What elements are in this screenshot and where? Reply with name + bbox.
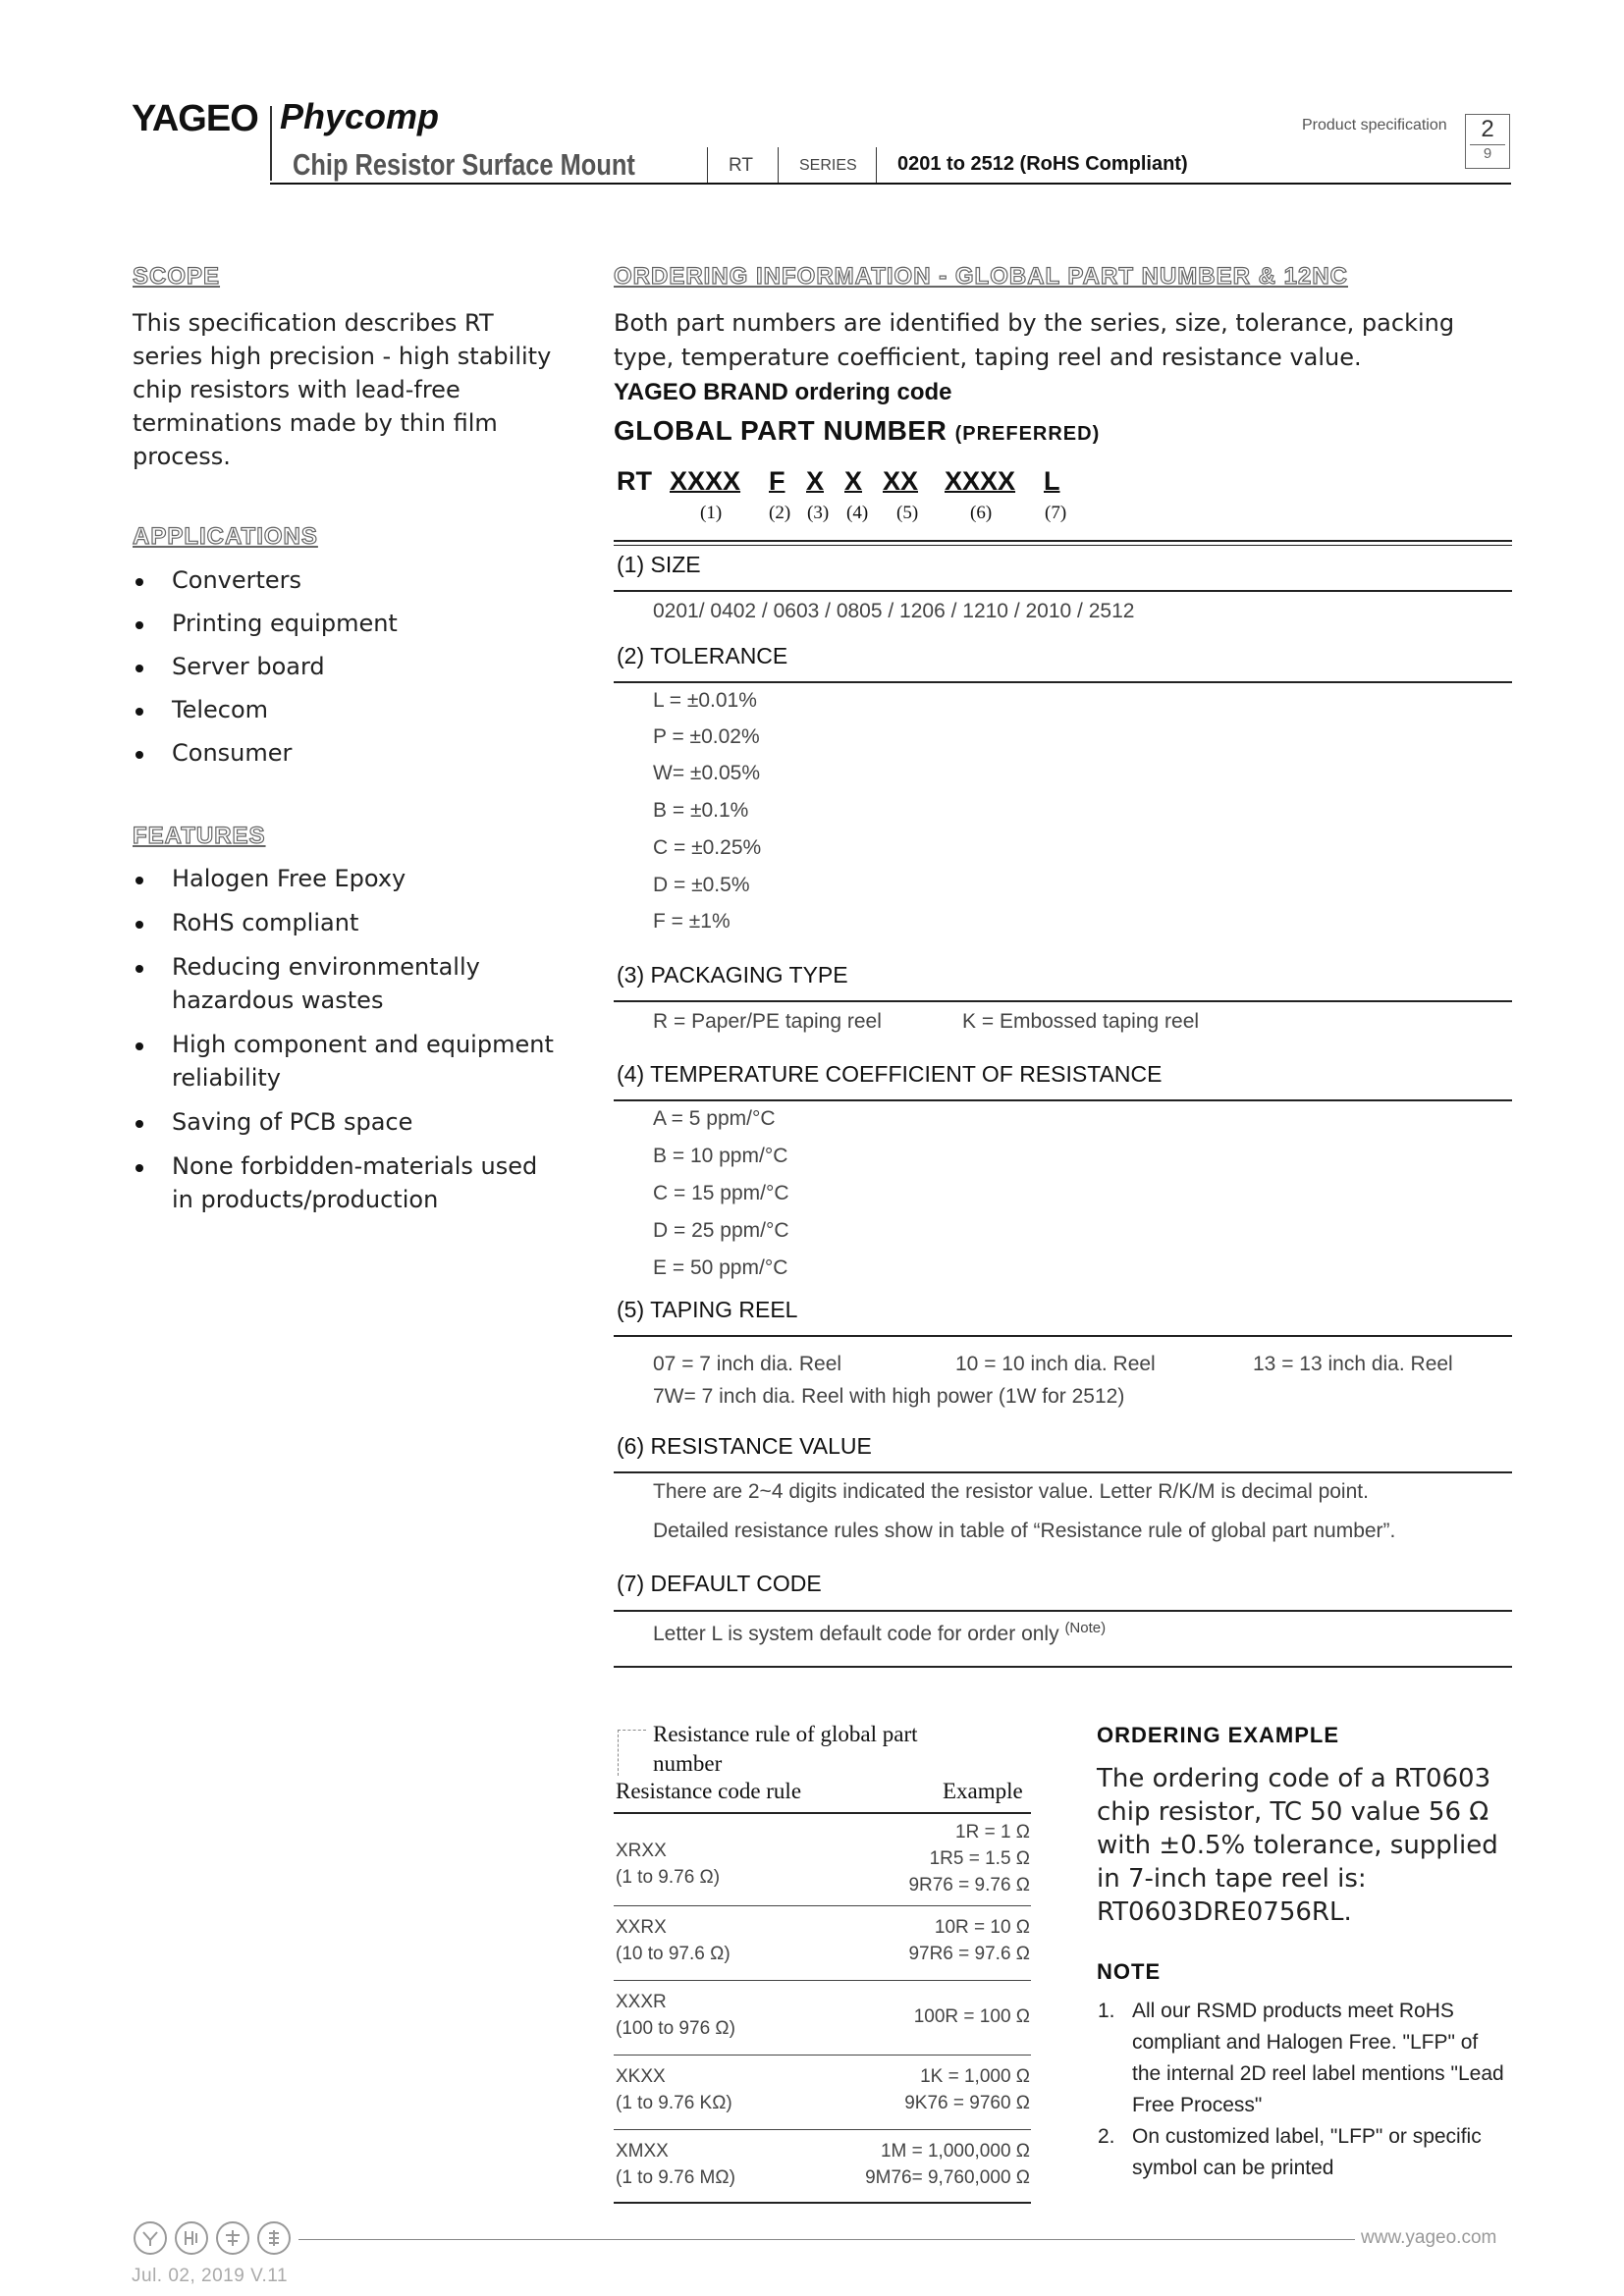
- code-index: (6): [970, 503, 993, 523]
- code-index: (1): [700, 503, 723, 523]
- table-cell-example: 1R5 = 1.5 Ω: [929, 1848, 1030, 1869]
- resistance-table-title: Resistance rule of global part number: [653, 1722, 918, 1776]
- table-row-divider: [614, 2129, 1031, 2130]
- code-index: (7): [1045, 503, 1067, 523]
- list-item: Printing equipment: [133, 607, 565, 640]
- divider: [614, 681, 1512, 683]
- scope-heading: SCOPE: [133, 263, 221, 290]
- page-total: 9: [1483, 145, 1492, 162]
- table-row-divider: [614, 1980, 1031, 1981]
- header-divider: [876, 147, 877, 183]
- divider: [614, 1471, 1512, 1473]
- divider: [614, 590, 1512, 592]
- global-part-number-title: [614, 415, 1100, 447]
- table-cell-example: 9M76= 9,760,000 Ω: [865, 2167, 1030, 2188]
- page-indicator: [1465, 114, 1510, 169]
- size-values: 0201/ 0402 / 0603 / 0805 / 1206 / 1210 / 2010 / 2512: [653, 600, 1135, 622]
- page-number: 2: [1481, 116, 1494, 142]
- reel-10: 10 = 10 inch dia. Reel: [955, 1353, 1156, 1375]
- scope-text: This specification describes RT series high precision - high stability chip resistors with lead-free terminations made by thin film process.: [133, 309, 552, 470]
- list-item: Halogen Free Epoxy: [133, 862, 555, 895]
- halogen-free-icon: [175, 2221, 208, 2255]
- note-item: [1090, 1996, 1512, 2121]
- code-segment: X: [844, 466, 863, 496]
- packaging-r: R = Paper/PE taping reel: [653, 1010, 882, 1033]
- resistance-heading: (6) RESISTANCE VALUE: [617, 1433, 872, 1459]
- brand-code-label: YAGEO BRAND ordering code: [614, 379, 952, 405]
- footer-rule: [298, 2239, 1355, 2240]
- reel-7w: 7W= 7 inch dia. Reel with high power (1W for 2512): [653, 1385, 1125, 1408]
- yageo-logo: YAGEO: [132, 98, 258, 139]
- table-cell-code: XXXR: [616, 1992, 667, 2012]
- divider: [614, 1335, 1512, 1337]
- features-heading: FEATURES: [133, 823, 266, 849]
- reel-13: 13 = 13 inch dia. Reel: [1253, 1353, 1453, 1375]
- column-header-example: Example: [943, 1779, 1023, 1803]
- default-code-text: [653, 1620, 1106, 1646]
- table-cell-example: 100R = 100 Ω: [913, 2006, 1030, 2027]
- tolerance-value: L = ±0.01%: [653, 689, 757, 712]
- series-label: SERIES: [799, 157, 857, 174]
- phycomp-logo: Phycomp: [280, 96, 440, 136]
- list-item: High component and equipment reliability: [133, 1028, 555, 1095]
- header-rule: [270, 183, 1511, 185]
- list-item: Saving of PCB space: [133, 1105, 555, 1139]
- tcr-value: D = 25 ppm/°C: [653, 1219, 789, 1242]
- document-title: Chip Resistor Surface Mount: [293, 147, 635, 182]
- size-range: 0201 to 2512 (RoHS Compliant): [897, 153, 1188, 175]
- tcr-heading: (4) TEMPERATURE COEFFICIENT OF RESISTANCE: [617, 1061, 1163, 1087]
- list-item: Server board: [133, 650, 565, 683]
- list-item: Telecom: [133, 693, 565, 726]
- code-segment: XXXX: [945, 466, 1016, 496]
- code-segment: XX: [883, 466, 919, 496]
- ordering-example-text: The ordering code of a RT0603 chip resistor, TC 50 value 56 Ω with ±0.5% tolerance, supplied in 7-inch tape reel is: RT0603DRE0756RL.: [1097, 1764, 1498, 1927]
- tolerance-heading: (2) TOLERANCE: [617, 643, 788, 668]
- table-cell-code: XRXX: [616, 1841, 667, 1861]
- code-segment: F: [769, 466, 785, 496]
- table-title-marker: [618, 1730, 646, 1776]
- packaging-heading: (3) PACKAGING TYPE: [617, 962, 848, 988]
- reel-07: 07 = 7 inch dia. Reel: [653, 1353, 842, 1375]
- table-cell-example: 1M = 1,000,000 Ω: [880, 2141, 1030, 2162]
- tolerance-value: D = ±0.5%: [653, 874, 750, 896]
- note-number: 2.: [1098, 2125, 1115, 2148]
- footer-url[interactable]: www.yageo.com: [1361, 2227, 1497, 2248]
- list-item: RoHS compliant: [133, 906, 555, 939]
- table-row-divider: [614, 1905, 1031, 1906]
- table-cell-example: 9R76 = 9.76 Ω: [908, 1875, 1030, 1896]
- code-segment: RT: [617, 466, 652, 496]
- ordering-intro: Both part numbers are identified by the series, size, tolerance, packing type, temperature coefficient, taping reel and resistance value.: [614, 309, 1455, 371]
- table-cell-example: 97R6 = 97.6 Ω: [908, 1944, 1030, 1964]
- table-cell-code: XXRX: [616, 1917, 667, 1938]
- packaging-k: K = Embossed taping reel: [962, 1010, 1200, 1033]
- table-cell-range: (1 to 9.76 Ω): [616, 1867, 721, 1888]
- tcr-value: B = 10 ppm/°C: [653, 1145, 788, 1167]
- header-divider: [778, 147, 779, 183]
- tolerance-value: W= ±0.05%: [653, 762, 760, 784]
- code-segment: L: [1044, 466, 1060, 496]
- table-cell-example: 1R = 1 Ω: [955, 1822, 1030, 1842]
- table-cell-range: (100 to 976 Ω): [616, 2018, 735, 2039]
- resistance-line-1: There are 2~4 digits indicated the resistor value. Letter R/K/M is decimal point.: [653, 1480, 1369, 1503]
- tolerance-value: C = ±0.25%: [653, 836, 762, 859]
- gpn-preferred: (PREFERRED): [954, 423, 1101, 445]
- code-segment: X: [806, 466, 825, 496]
- code-index: (2): [769, 503, 791, 523]
- table-bottom-rule: [614, 2202, 1031, 2204]
- default-code-note-ref: (Note): [1064, 1620, 1107, 1636]
- size-heading: (1) SIZE: [617, 552, 701, 577]
- applications-heading: APPLICATIONS: [133, 523, 318, 550]
- resistance-line-2: Detailed resistance rules show in table of “Resistance rule of global part number”.: [653, 1520, 1396, 1542]
- divider: [614, 545, 1512, 546]
- list-item: None forbidden-materials used in products/production: [133, 1149, 555, 1216]
- divider: [614, 1000, 1512, 1002]
- default-code-heading: (7) DEFAULT CODE: [617, 1571, 822, 1596]
- table-cell-range: (10 to 97.6 Ω): [616, 1944, 731, 1964]
- default-code-sentence: Letter L is system default code for order only: [653, 1623, 1065, 1645]
- tcr-value: A = 5 ppm/°C: [653, 1107, 776, 1130]
- table-header-rule: [614, 1812, 1031, 1814]
- table-cell-range: (1 to 9.76 KΩ): [616, 2093, 732, 2113]
- note-number: 1.: [1098, 2000, 1115, 2022]
- features-list: [133, 862, 555, 1227]
- tolerance-value: F = ±1%: [653, 910, 731, 933]
- divider: [614, 540, 1512, 542]
- divider: [614, 1099, 1512, 1101]
- divider: [614, 1666, 1512, 1668]
- note-text: On customized label, "LFP" or specific symbol can be printed: [1132, 2125, 1482, 2179]
- applications-list: [133, 563, 565, 779]
- note-list: [1090, 1996, 1512, 2184]
- list-item: Converters: [133, 563, 565, 597]
- code-index: (4): [846, 503, 869, 523]
- table-cell-code: XMXX: [616, 2141, 669, 2162]
- header-divider: [707, 147, 708, 183]
- list-item: Reducing environmentally hazardous wastes: [133, 950, 555, 1017]
- tolerance-value: B = ±0.1%: [653, 799, 749, 822]
- table-cell-code: XKXX: [616, 2066, 666, 2087]
- code-index: (5): [896, 503, 919, 523]
- divider: [614, 1610, 1512, 1612]
- rohs-icon: [216, 2221, 249, 2255]
- ordering-example-heading: ORDERING EXAMPLE: [1097, 1723, 1340, 1747]
- note-text: All our RSMD products meet RoHS compliant and Halogen Free. "LFP" of the internal 2D reel label mentions "Lead Free Process": [1132, 2000, 1504, 2116]
- table-cell-example: 10R = 10 Ω: [934, 1917, 1030, 1938]
- tcr-value: C = 15 ppm/°C: [653, 1182, 789, 1204]
- logo-divider: [270, 106, 272, 181]
- table-row-divider: [614, 2055, 1031, 2056]
- product-spec-label: Product specification: [1302, 117, 1447, 133]
- note-heading: NOTE: [1097, 1959, 1162, 1984]
- gpn-label: GLOBAL PART NUMBER: [614, 415, 947, 446]
- pb-free-icon: [134, 2221, 167, 2255]
- table-cell-range: (1 to 9.76 MΩ): [616, 2167, 735, 2188]
- ordering-heading: ORDERING INFORMATION - GLOBAL PART NUMBER & 12NC: [614, 263, 1348, 290]
- code-index: (3): [807, 503, 830, 523]
- footer-date: Jul. 02, 2019 V.11: [132, 2266, 289, 2286]
- tolerance-value: P = ±0.02%: [653, 725, 760, 748]
- table-cell-example: 1K = 1,000 Ω: [920, 2066, 1030, 2087]
- taping-reel-heading: (5) TAPING REEL: [617, 1297, 798, 1322]
- column-header-rule: Resistance code rule: [616, 1779, 802, 1803]
- table-cell-example: 9K76 = 9760 Ω: [904, 2093, 1030, 2113]
- list-item: Consumer: [133, 736, 565, 770]
- environment-icon: [257, 2221, 291, 2255]
- code-segment: XXXX: [670, 466, 741, 496]
- series-code: RT: [729, 155, 753, 176]
- tcr-value: E = 50 ppm/°C: [653, 1256, 788, 1279]
- note-item: [1090, 2121, 1512, 2184]
